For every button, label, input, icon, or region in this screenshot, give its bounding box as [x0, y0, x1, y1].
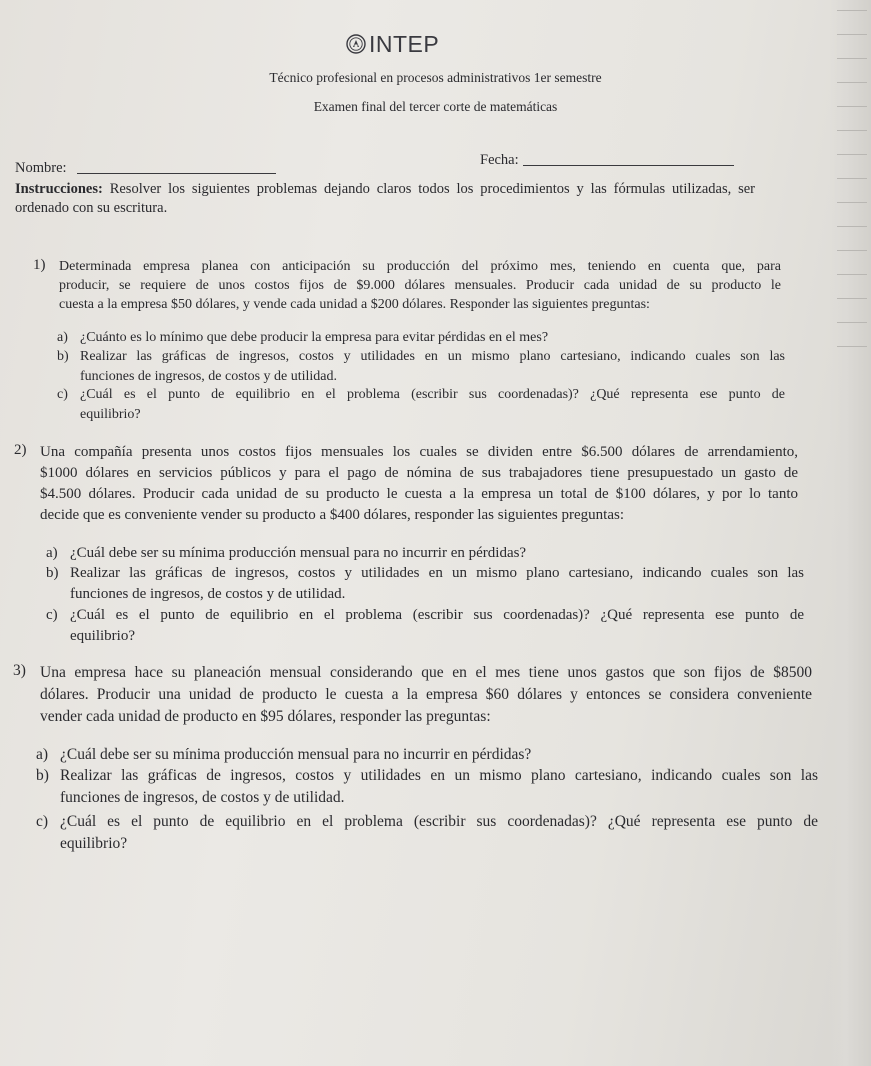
question-marker: c) — [36, 813, 49, 830]
problem-number: 3) — [13, 662, 26, 679]
edge-tick — [837, 58, 867, 59]
question-line: funciones de ingresos, de costos y de utilidad. — [80, 369, 338, 384]
statement-line: decide que es conveniente vender su producto a $400 dólares, responder las siguientes preguntas: — [40, 507, 624, 523]
name-field-line[interactable] — [77, 173, 276, 174]
statement-line: $4.500 dólares. Producir cada unidad de su producto le cuesta a la empresa un total de $100 dólares, y por lo tanto — [40, 486, 798, 502]
edge-tick — [837, 274, 867, 275]
statement-line: producir, se requiere de unos costos fijos de $9.000 dólares mensuales. Producir cada unidad de su producto le — [59, 278, 781, 293]
statement-line: dólares. Producir una unidad de producto le cuesta a la empresa $60 dólares y entonces se considera conveniente — [40, 686, 812, 703]
question-line: Realizar las gráficas de ingresos, costos y utilidades en un mismo plano cartesiano, indicando cuales son las — [70, 565, 804, 581]
instructions — [15, 180, 755, 218]
date-label: Fecha: — [480, 152, 519, 168]
instructions-line: Resolver los siguientes problemas dejando claros todos los procedimientos y las fórmulas utilizadas, ser — [109, 181, 756, 197]
question-line: Realizar las gráficas de ingresos, costos y utilidades en un mismo plano cartesiano, indicando cuales son las — [80, 349, 785, 364]
question-line: ¿Cuál debe ser su mínima producción mensual para no incurrir en pérdidas? — [60, 746, 532, 763]
problem-statement — [59, 257, 781, 314]
question-marker: c) — [46, 607, 58, 623]
page-edge-strip — [829, 0, 871, 1066]
program-title: Técnico profesional en procesos administrativos 1er semestre — [269, 70, 602, 85]
instructions-label: Instrucciones: — [15, 181, 103, 197]
question-marker: b) — [46, 565, 59, 581]
question-line: ¿Cuánto es lo mínimo que debe producir la empresa para evitar pérdidas en el mes? — [80, 330, 549, 345]
question-line: ¿Cuál es el punto de equilibrio en el problema (escribir sus coordenadas)? ¿Qué representa ese punto de — [80, 387, 785, 402]
name-label: Nombre: — [15, 160, 67, 176]
seal-icon — [346, 34, 366, 54]
question-marker: a) — [46, 545, 58, 561]
edge-tick — [837, 154, 867, 155]
statement-line: cuesta a la empresa $50 dólares, y vende cada unidad a $200 dólares. Responder las siguientes preguntas: — [59, 297, 650, 312]
question-line: funciones de ingresos, de costos y de utilidad. — [70, 586, 346, 602]
edge-tick — [837, 298, 867, 299]
instructions-line: ordenado con su escritura. — [15, 200, 168, 216]
question-line: ¿Cuál debe ser su mínima producción mensual para no incurrir en pérdidas? — [70, 545, 527, 561]
problem-statement — [40, 442, 798, 526]
problem-number: 1) — [33, 257, 46, 273]
institution-logo — [346, 31, 440, 57]
statement-line: Una empresa hace su planeación mensual considerando que en el mes tiene unos gastos que son fijos de $8500 — [40, 664, 812, 681]
edge-tick — [837, 34, 867, 35]
edge-tick — [837, 322, 867, 323]
edge-tick — [837, 202, 867, 203]
statement-line: Una compañía presenta unos costos fijos mensuales los cuales se dividen entre $6.500 dólares de arrendamiento, — [40, 444, 798, 460]
edge-tick — [837, 250, 867, 251]
edge-tick — [837, 346, 867, 347]
edge-tick — [837, 130, 867, 131]
edge-tick — [837, 10, 867, 11]
question-marker: a) — [57, 330, 68, 345]
statement-line: $1000 dólares en servicios públicos y para el pago de nómina de sus trabajadores tiene presupuestado un gasto de — [40, 465, 798, 481]
statement-line: Determinada empresa planea con anticipación su producción del próximo mes, teniendo en cuenta que, para — [59, 259, 781, 274]
question-line: funciones de ingresos, de costos y de utilidad. — [60, 789, 345, 806]
question-line: equilibrio? — [60, 835, 128, 852]
problem-statement — [40, 662, 812, 728]
question-line: ¿Cuál es el punto de equilibrio en el problema (escribir sus coordenadas)? ¿Qué representa ese punto de — [60, 813, 818, 830]
question-line: equilibrio? — [70, 628, 135, 644]
question-line: Realizar las gráficas de ingresos, costos y utilidades en un mismo plano cartesiano, indicando cuales son las — [60, 767, 818, 784]
logo-text: INTEP — [369, 31, 440, 57]
question-marker: c) — [57, 387, 68, 402]
question-line: equilibrio? — [80, 407, 141, 422]
question-line: ¿Cuál es el punto de equilibrio en el problema (escribir sus coordenadas)? ¿Qué representa ese punto de — [70, 607, 804, 623]
question-marker: a) — [36, 746, 49, 763]
edge-tick — [837, 226, 867, 227]
date-field-line[interactable] — [523, 165, 734, 166]
question-marker: b) — [57, 349, 69, 364]
statement-line: vender cada unidad de producto en $95 dólares, responder las preguntas: — [40, 708, 491, 725]
question-marker: b) — [36, 767, 49, 784]
problem-number: 2) — [14, 442, 27, 458]
exam-title: Examen final del tercer corte de matemáticas — [313, 99, 558, 114]
edge-tick — [837, 178, 867, 179]
